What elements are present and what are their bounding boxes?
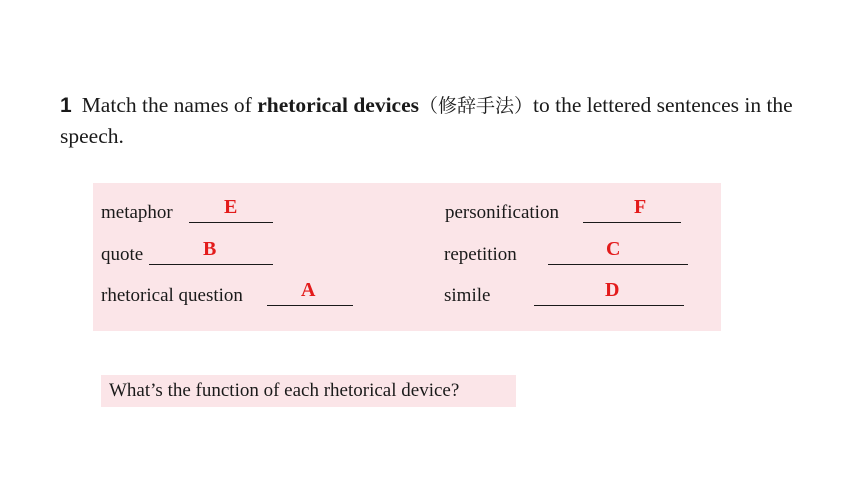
match-item-simile — [444, 279, 620, 307]
match-item-rhetorical-question — [101, 279, 316, 307]
match-item-repetition — [444, 238, 621, 266]
exercise-number: 1 — [60, 94, 72, 117]
answer-letter: B — [203, 238, 217, 260]
discussion-question — [101, 375, 516, 407]
match-label: personification — [445, 202, 559, 223]
match-item-metaphor — [101, 196, 238, 224]
answer-blank[interactable] — [267, 305, 353, 306]
question-text: What’s the function of each rhetorical device? — [109, 380, 460, 401]
instruction-text-after: to the lettered sentences in the speech. — [60, 93, 793, 148]
instruction-text-before: Match the names of — [81, 93, 258, 117]
instruction-chinese: （修辞手法） — [419, 95, 534, 117]
match-label: metaphor — [101, 202, 173, 223]
match-label: simile — [444, 285, 491, 306]
answer-letter: E — [224, 196, 238, 218]
match-label: repetition — [444, 244, 517, 265]
answer-letter: C — [606, 238, 621, 260]
match-label: quote — [101, 244, 144, 265]
match-label: rhetorical question — [101, 285, 243, 306]
answer-blank[interactable] — [189, 222, 273, 223]
answer-blank[interactable] — [548, 264, 688, 265]
match-item-personification — [445, 196, 647, 224]
instruction — [60, 90, 820, 151]
answer-blank[interactable] — [534, 305, 684, 306]
matching-panel — [93, 183, 721, 331]
answer-blank[interactable] — [149, 264, 273, 265]
match-item-quote — [101, 238, 217, 266]
answer-letter: F — [634, 196, 647, 218]
answer-letter: A — [301, 279, 316, 301]
answer-blank[interactable] — [583, 222, 681, 223]
answer-letter: D — [605, 279, 620, 301]
instruction-bold-term: rhetorical devices — [257, 93, 420, 117]
